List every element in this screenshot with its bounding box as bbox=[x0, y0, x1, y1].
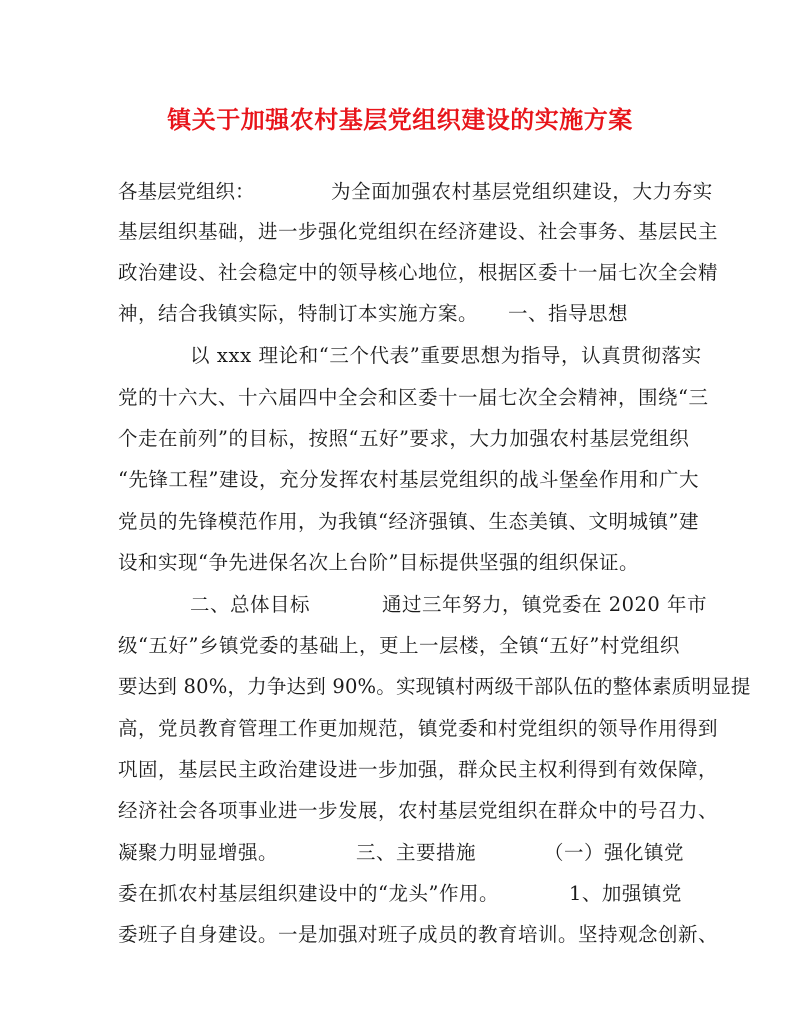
text-line bbox=[118, 915, 719, 955]
text-line bbox=[118, 791, 719, 831]
text-line bbox=[118, 336, 702, 376]
text-segment: 党员的先锋模范作用，为我镇“经济强镇、生态美镇、文明城镇”建 bbox=[118, 510, 699, 533]
text-line bbox=[118, 378, 709, 418]
text-line bbox=[118, 253, 719, 293]
text-segment: 委在抓农村基层组织建设中的“龙头”作用。 bbox=[118, 882, 499, 905]
text-line bbox=[118, 874, 698, 914]
text-segment: 个走在前列”的目标，按照“五好”要求，大力加强农村基层党组织 bbox=[118, 427, 690, 450]
subsection-heading: 1、加强镇党 bbox=[569, 882, 682, 905]
text-line bbox=[118, 502, 698, 542]
text-segment: 政治建设、社会稳定中的领导核心地位，根据区委十一届七次全会精 bbox=[118, 261, 719, 284]
text-line bbox=[118, 667, 751, 707]
text-segment: 巩固，基层民主政治建设进一步加强，群众民主权利得到有效保障， bbox=[118, 758, 719, 781]
salutation: 各基层党组织： bbox=[118, 180, 255, 203]
text-line bbox=[118, 212, 719, 252]
text-segment: 设和实现“争先进保名次上台阶”目标提供坚强的组织保证。 bbox=[118, 551, 639, 574]
text-line bbox=[118, 750, 719, 790]
document-title: 镇关于加强农村基层党组织建设的实施方案 bbox=[167, 105, 633, 134]
text-line bbox=[118, 294, 698, 334]
text-segment: 级“五好”乡镇党委的基础上，更上一层楼，全镇“五好”村党组织 bbox=[118, 634, 680, 657]
text-segment: 为全面加强农村基层党组织建设，大力夯实 bbox=[331, 180, 713, 203]
text-line bbox=[118, 172, 713, 212]
text-segment: 高，党员教育管理工作更加规范，镇党委和村党组织的领导作用得到 bbox=[118, 717, 719, 740]
section-heading: 三、主要措施 bbox=[356, 841, 477, 864]
text-line bbox=[118, 460, 698, 500]
text-line bbox=[118, 585, 708, 625]
text-segment: 委班子自身建设。一是加强对班子成员的教育培训。坚持观念创新、 bbox=[118, 923, 719, 946]
text-segment: 党的十六大、十六届四中全会和区委十一届七次全会精神，围绕“三 bbox=[118, 386, 709, 409]
text-segment: 要达到 80%，力争达到 90%。实现镇村两级干部队伍的整体素质明显提 bbox=[118, 675, 751, 698]
section-heading: 一、指导思想 bbox=[508, 302, 629, 325]
subsection-heading: （一）强化镇党 bbox=[544, 841, 685, 864]
text-segment: 神，结合我镇实际，特制订本实施方案。 bbox=[118, 302, 479, 325]
text-line bbox=[118, 419, 698, 459]
text-segment: 以 xxx 理论和“三个代表”重要思想为指导，认真贯彻落实 bbox=[190, 344, 702, 367]
text-segment: 经济社会各项事业进一步发展，农村基层党组织在群众中的号召力、 bbox=[118, 799, 719, 822]
text-segment: “先锋工程”建设，充分发挥农村基层党组织的战斗堡垒作用和广大 bbox=[118, 468, 699, 491]
text-segment: 凝聚力明显增强。 bbox=[118, 841, 279, 864]
text-segment: 通过三年努力，镇党委在 2020 年市 bbox=[382, 593, 708, 616]
text-line bbox=[118, 833, 698, 873]
section-heading: 二、总体目标 bbox=[190, 593, 311, 616]
text-line bbox=[118, 709, 719, 749]
text-line bbox=[118, 626, 698, 666]
text-segment: 基层组织基础，进一步强化党组织在经济建设、社会事务、基层民主 bbox=[118, 220, 719, 243]
text-line bbox=[118, 543, 698, 583]
